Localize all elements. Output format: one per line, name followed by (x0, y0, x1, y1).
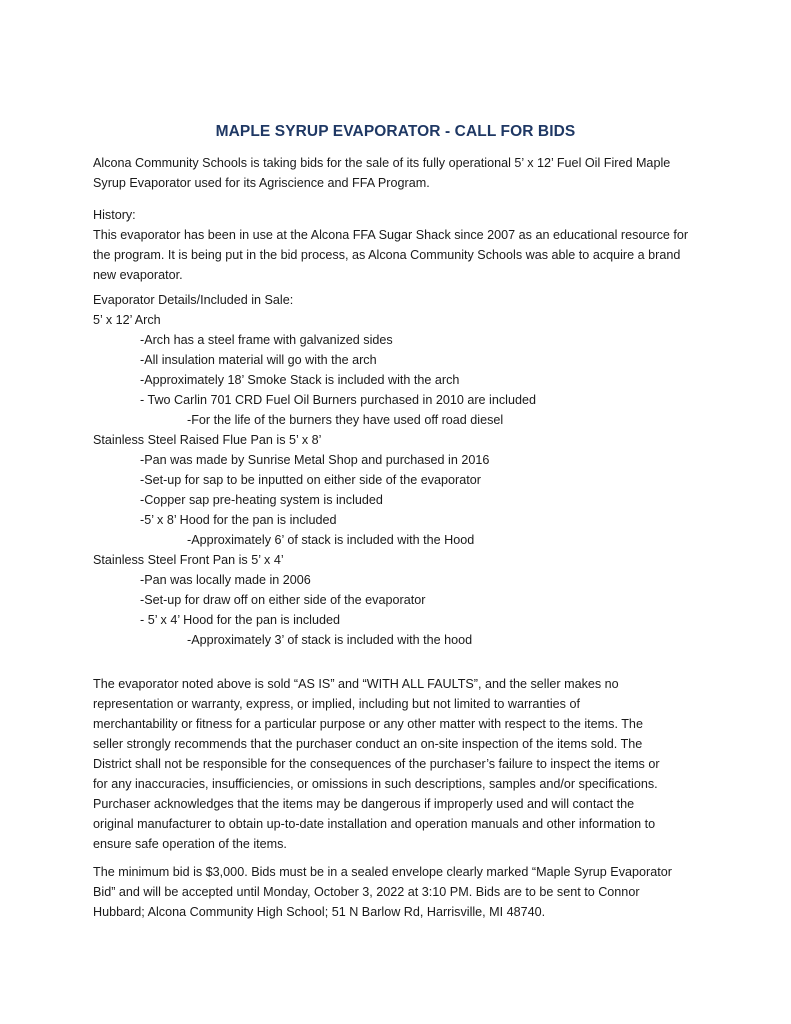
disclaimer-line: original manufacturer to obtain up-to-date installation and operation manuals and other information to (93, 817, 656, 831)
details-subitem: -Pan was locally made in 2006 (140, 573, 311, 587)
details-item: 5’ x 12’ Arch (93, 313, 161, 327)
history-line: This evaporator has been in use at the Alcona FFA Sugar Shack since 2007 as an educational resource for (93, 228, 689, 242)
bid-info-paragraph (93, 862, 703, 922)
disclaimer-line: District shall not be responsible for the consequences of the purchaser’s failure to inspect the items or (93, 757, 660, 771)
intro-line: Alcona Community Schools is taking bids for the sale of its fully operational 5’ x 12’ Fuel Oil Fired Maple (93, 156, 671, 170)
details-subitem: -All insulation material will go with the arch (140, 353, 377, 367)
disclaimer-line: ensure safe operation of the items. (93, 837, 287, 851)
details-section (93, 290, 703, 650)
details-subitem: -Copper sap pre-heating system is included (140, 493, 383, 507)
history-section (93, 205, 703, 285)
details-subitem: -5’ x 8’ Hood for the pan is included (140, 513, 337, 527)
disclaimer-line: for any inaccuracies, insufficiencies, or omissions in such descriptions, samples and/or specifications. (93, 777, 658, 791)
details-subsubitem: -Approximately 6’ of stack is included with the Hood (187, 533, 475, 547)
details-heading: Evaporator Details/Included in Sale: (93, 293, 294, 307)
details-subitem: -Approximately 18’ Smoke Stack is included with the arch (140, 373, 460, 387)
details-subitem: -Pan was made by Sunrise Metal Shop and purchased in 2016 (140, 453, 490, 467)
history-line: new evaporator. (93, 268, 183, 282)
details-item: Stainless Steel Raised Flue Pan is 5’ x 8’ (93, 433, 322, 447)
bid-info-line: Bid” and will be accepted until Monday, October 3, 2022 at 3:10 PM. Bids are to be sent to Connor (93, 885, 640, 899)
disclaimer-line: Purchaser acknowledges that the items may be dangerous if improperly used and will contact the (93, 797, 635, 811)
disclaimer-line: merchantability or fitness for a particular purpose or any other matter with respect to the items. The (93, 717, 643, 731)
bid-info-line: The minimum bid is $3,000. Bids must be in a sealed envelope clearly marked “Maple Syrup Evaporator (93, 865, 672, 879)
details-item: Stainless Steel Front Pan is 5’ x 4’ (93, 553, 284, 567)
document-title: MAPLE SYRUP EVAPORATOR - CALL FOR BIDS (215, 123, 576, 140)
details-subitem: -Set-up for sap to be inputted on either side of the evaporator (140, 473, 481, 487)
history-heading: History: (93, 208, 136, 222)
disclaimer-paragraph (93, 674, 703, 854)
details-subitem: - Two Carlin 701 CRD Fuel Oil Burners purchased in 2010 are included (140, 393, 536, 407)
details-subsubitem: -Approximately 3’ of stack is included with the hood (187, 633, 473, 647)
details-subitem: - 5’ x 4’ Hood for the pan is included (140, 613, 340, 627)
intro-line: Syrup Evaporator used for its Agriscience and FFA Program. (93, 176, 430, 190)
details-subitem: -Set-up for draw off on either side of the evaporator (140, 593, 426, 607)
details-subsubitem: -For the life of the burners they have used off road diesel (187, 413, 504, 427)
disclaimer-line: seller strongly recommends that the purchaser conduct an on-site inspection of the items sold. The (93, 737, 643, 751)
disclaimer-line: The evaporator noted above is sold “AS IS” and “WITH ALL FAULTS”, and the seller makes no (93, 677, 619, 691)
details-subitem: -Arch has a steel frame with galvanized sides (140, 333, 393, 347)
history-line: the program. It is being put in the bid process, as Alcona Community Schools was able to acquire a brand (93, 248, 681, 262)
bid-info-line: Hubbard; Alcona Community High School; 51 N Barlow Rd, Harrisville, MI 48740. (93, 905, 546, 919)
details-list (93, 310, 703, 650)
disclaimer-line: representation or warranty, express, or implied, including but not limited to warranties of (93, 697, 580, 711)
intro-paragraph (93, 153, 703, 193)
